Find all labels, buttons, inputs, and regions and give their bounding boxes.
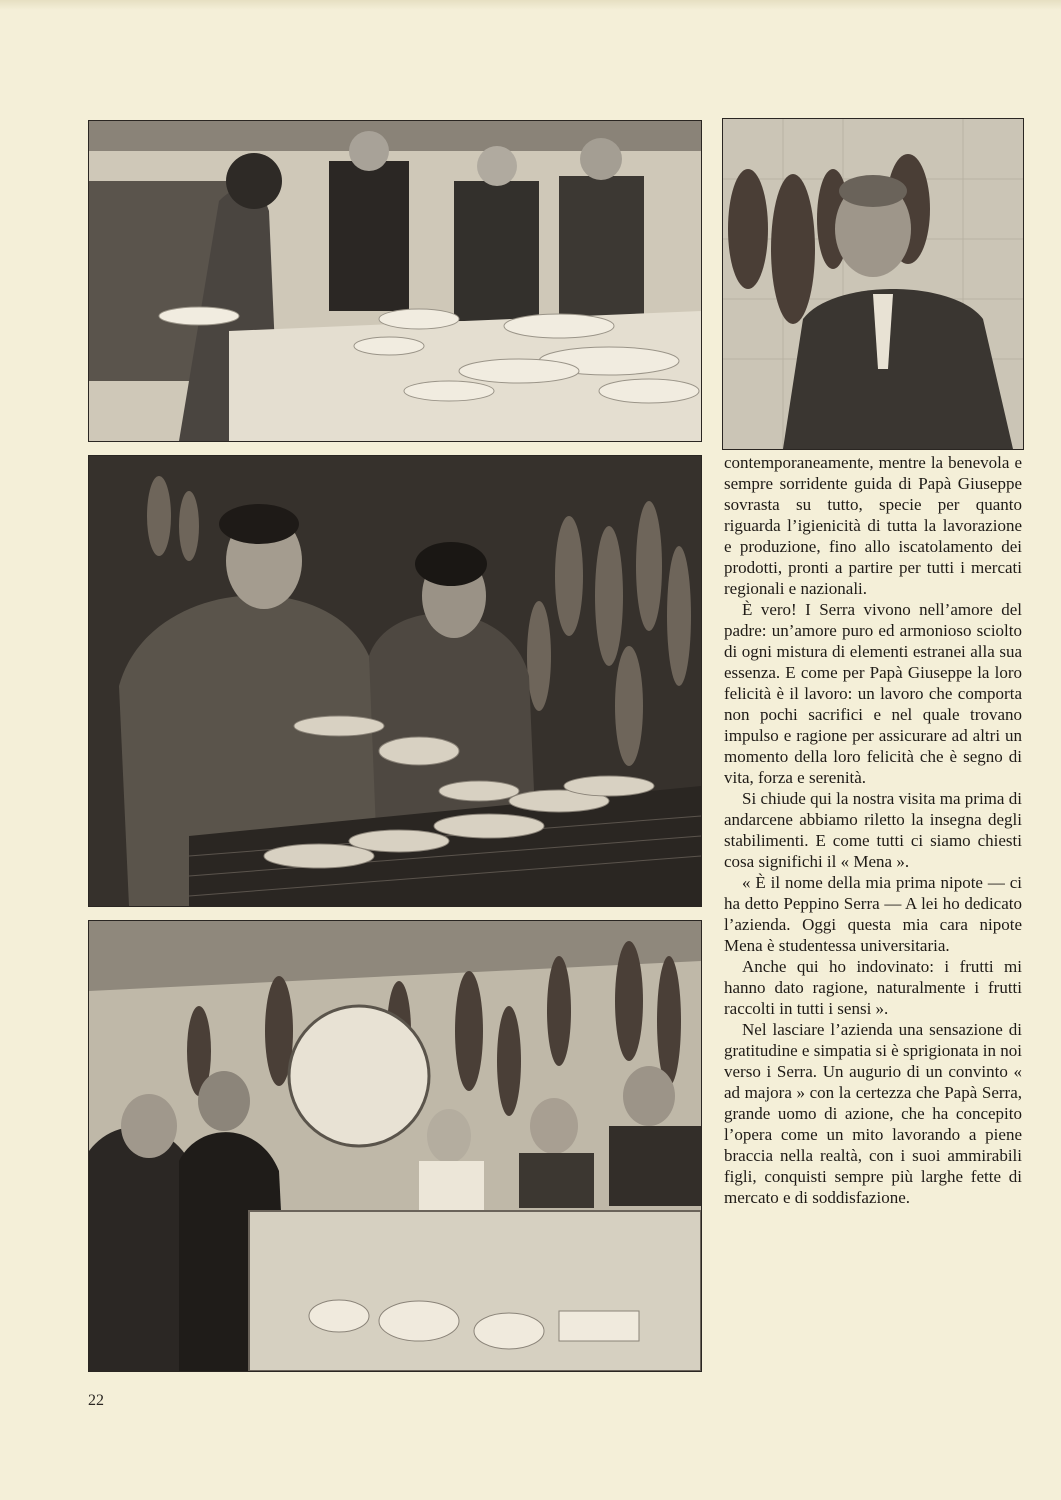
page-top-edge <box>0 0 1061 10</box>
paragraph-6: Nel lasciare l’azienda una sensazione di gratitudine e simpatia si è sprigionata in noi verso i Serra. Un augurio di un convinto « ad majora » con la certezza che Papà Serra, grande uomo di azione, che ha concepito l’opera come un mito lavorando a piene braccia nella realtà, con i suoi ammirabili figli, conquisti sempre più larghe fette di mercato e di soddisfazione. <box>724 1020 1022 1207</box>
shop-counter-photo <box>88 920 702 1372</box>
article-text-column <box>724 452 1022 1208</box>
paragraph-1: contemporaneamente, mentre la benevola e sempre sorridente guida di Papà Giuseppe sovrasta su tutto, specie per quanto riguarda l’igienicità di tutta la lavorazione e produzione, fino allo iscatolamento dei prodotti, pronti a partire per tutti i mercati regionali e nazionali. <box>724 453 1022 598</box>
father-portrait-photo <box>722 118 1024 450</box>
workshop-table-photo <box>88 120 702 442</box>
paragraph-2: È vero! I Serra vivono nell’amore del padre: un’amore puro ed armonioso sciolto di ogni mistura di elementi estranei alla sua essenza. E come per Papà Giuseppe la loro felicità è il lavoro: un lavoro che comporta non pochi sacrifici e nel quale trovano impulso e ragione per assicurare ad altri un momento della loro felicità che è segno di vita, forza e serenità. <box>724 600 1022 787</box>
paragraph-3: Si chiude qui la nostra visita ma prima di andarcene abbiamo riletto la insegna degli stabilimenti. E come tutti ci siamo chiesti cosa significhi il « Mena ». <box>724 789 1022 871</box>
page-number: 22 <box>88 1392 104 1409</box>
paragraph-5: Anche qui ho indovinato: i frutti mi hanno dato ragione, naturalmente i frutti raccolti in tutti i sensi ». <box>724 957 1022 1018</box>
paragraph-4: « È il nome della mia prima nipote — ci ha detto Peppino Serra — A lei ho dedicato l’azienda. Oggi questa mia cara nipote Mena è studentessa universitaria. <box>724 873 1022 955</box>
salami-workers-photo <box>88 455 702 907</box>
